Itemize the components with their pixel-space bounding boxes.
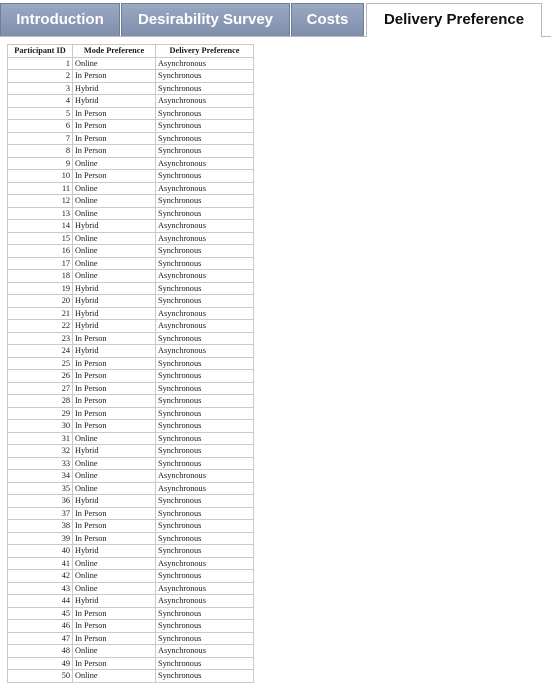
- table-row: [8, 470, 254, 483]
- cell-mode-preference[interactable]: Online: [73, 207, 156, 220]
- cell-delivery-preference[interactable]: Synchronous: [156, 195, 254, 208]
- cell-participant-id[interactable]: 14: [8, 220, 73, 233]
- cell-delivery-preference[interactable]: Synchronous: [156, 132, 254, 145]
- cell-delivery-preference[interactable]: Asynchronous: [156, 482, 254, 495]
- table-row: [8, 607, 254, 620]
- table-row: [8, 95, 254, 108]
- cell-participant-id[interactable]: 50: [8, 670, 73, 683]
- cell-mode-preference[interactable]: Online: [73, 582, 156, 595]
- cell-delivery-preference[interactable]: Synchronous: [156, 245, 254, 258]
- tab-costs[interactable]: Costs: [291, 3, 364, 36]
- cell-participant-id[interactable]: 1: [8, 57, 73, 70]
- cell-mode-preference[interactable]: In Person: [73, 520, 156, 533]
- cell-delivery-preference[interactable]: Asynchronous: [156, 470, 254, 483]
- cell-delivery-preference[interactable]: Synchronous: [156, 657, 254, 670]
- cell-participant-id[interactable]: 39: [8, 532, 73, 545]
- cell-delivery-preference[interactable]: Synchronous: [156, 532, 254, 545]
- cell-delivery-preference[interactable]: Asynchronous: [156, 57, 254, 70]
- cell-delivery-preference[interactable]: Synchronous: [156, 120, 254, 133]
- cell-mode-preference[interactable]: In Person: [73, 382, 156, 395]
- cell-delivery-preference[interactable]: Synchronous: [156, 507, 254, 520]
- cell-participant-id[interactable]: 8: [8, 145, 73, 158]
- table-row: [8, 407, 254, 420]
- cell-mode-preference[interactable]: Hybrid: [73, 282, 156, 295]
- cell-participant-id[interactable]: 25: [8, 357, 73, 370]
- table-row: [8, 582, 254, 595]
- cell-mode-preference[interactable]: In Person: [73, 357, 156, 370]
- cell-delivery-preference[interactable]: Asynchronous: [156, 220, 254, 233]
- cell-mode-preference[interactable]: Online: [73, 57, 156, 70]
- cell-mode-preference[interactable]: In Person: [73, 132, 156, 145]
- cell-mode-preference[interactable]: Hybrid: [73, 220, 156, 233]
- cell-mode-preference[interactable]: In Person: [73, 70, 156, 83]
- table-row: [8, 257, 254, 270]
- table-row: [8, 107, 254, 120]
- cell-delivery-preference[interactable]: Synchronous: [156, 432, 254, 445]
- table-row: [8, 645, 254, 658]
- cell-participant-id[interactable]: 6: [8, 120, 73, 133]
- cell-delivery-preference[interactable]: Synchronous: [156, 607, 254, 620]
- cell-participant-id[interactable]: 41: [8, 557, 73, 570]
- cell-delivery-preference[interactable]: Synchronous: [156, 107, 254, 120]
- cell-mode-preference[interactable]: Hybrid: [73, 595, 156, 608]
- table-row: [8, 495, 254, 508]
- cell-delivery-preference[interactable]: Asynchronous: [156, 182, 254, 195]
- table-row: [8, 295, 254, 308]
- cell-mode-preference[interactable]: Online: [73, 232, 156, 245]
- cell-participant-id[interactable]: 29: [8, 407, 73, 420]
- table-row: [8, 395, 254, 408]
- cell-delivery-preference[interactable]: Asynchronous: [156, 270, 254, 283]
- cell-participant-id[interactable]: 22: [8, 320, 73, 333]
- cell-delivery-preference[interactable]: Asynchronous: [156, 157, 254, 170]
- table-row: [8, 320, 254, 333]
- cell-mode-preference[interactable]: Online: [73, 557, 156, 570]
- cell-mode-preference[interactable]: Hybrid: [73, 445, 156, 458]
- cell-delivery-preference[interactable]: Synchronous: [156, 170, 254, 183]
- cell-participant-id[interactable]: 30: [8, 420, 73, 433]
- table-row: [8, 532, 254, 545]
- cell-participant-id[interactable]: 28: [8, 395, 73, 408]
- cell-participant-id[interactable]: 17: [8, 257, 73, 270]
- table-row: [8, 482, 254, 495]
- cell-delivery-preference[interactable]: Synchronous: [156, 520, 254, 533]
- cell-mode-preference[interactable]: In Person: [73, 532, 156, 545]
- cell-mode-preference[interactable]: In Person: [73, 507, 156, 520]
- cell-mode-preference[interactable]: In Person: [73, 120, 156, 133]
- cell-delivery-preference[interactable]: Synchronous: [156, 332, 254, 345]
- table-row: [8, 82, 254, 95]
- cell-participant-id[interactable]: 3: [8, 82, 73, 95]
- table-row: [8, 332, 254, 345]
- cell-participant-id[interactable]: 24: [8, 345, 73, 358]
- cell-participant-id[interactable]: 23: [8, 332, 73, 345]
- delivery-preference-table: [7, 44, 254, 683]
- cell-participant-id[interactable]: 42: [8, 570, 73, 583]
- cell-participant-id[interactable]: 49: [8, 657, 73, 670]
- table-row: [8, 520, 254, 533]
- cell-mode-preference[interactable]: Hybrid: [73, 307, 156, 320]
- cell-delivery-preference[interactable]: Synchronous: [156, 70, 254, 83]
- cell-mode-preference[interactable]: In Person: [73, 332, 156, 345]
- cell-mode-preference[interactable]: In Person: [73, 607, 156, 620]
- cell-mode-preference[interactable]: Online: [73, 645, 156, 658]
- table-row: [8, 420, 254, 433]
- table-row: [8, 557, 254, 570]
- table-row: [8, 457, 254, 470]
- cell-participant-id[interactable]: 47: [8, 632, 73, 645]
- cell-mode-preference[interactable]: Online: [73, 570, 156, 583]
- cell-mode-preference[interactable]: Online: [73, 670, 156, 683]
- cell-mode-preference[interactable]: Online: [73, 245, 156, 258]
- cell-mode-preference[interactable]: Online: [73, 195, 156, 208]
- cell-mode-preference[interactable]: Online: [73, 482, 156, 495]
- table-row: [8, 432, 254, 445]
- cell-mode-preference[interactable]: Online: [73, 157, 156, 170]
- cell-participant-id[interactable]: 9: [8, 157, 73, 170]
- cell-participant-id[interactable]: 26: [8, 370, 73, 383]
- cell-mode-preference[interactable]: Online: [73, 182, 156, 195]
- cell-delivery-preference[interactable]: Synchronous: [156, 207, 254, 220]
- table-row: [8, 570, 254, 583]
- table-row: [8, 170, 254, 183]
- table-row: [8, 632, 254, 645]
- cell-participant-id[interactable]: 15: [8, 232, 73, 245]
- cell-participant-id[interactable]: 11: [8, 182, 73, 195]
- cell-mode-preference[interactable]: Hybrid: [73, 95, 156, 108]
- cell-participant-id[interactable]: 33: [8, 457, 73, 470]
- cell-participant-id[interactable]: 20: [8, 295, 73, 308]
- cell-mode-preference[interactable]: In Person: [73, 632, 156, 645]
- cell-participant-id[interactable]: 10: [8, 170, 73, 183]
- table-row: [8, 345, 254, 358]
- cell-participant-id[interactable]: 19: [8, 282, 73, 295]
- cell-delivery-preference[interactable]: Asynchronous: [156, 645, 254, 658]
- cell-delivery-preference[interactable]: Synchronous: [156, 82, 254, 95]
- cell-mode-preference[interactable]: Hybrid: [73, 345, 156, 358]
- table-row: [8, 182, 254, 195]
- table-row: [8, 382, 254, 395]
- table-row: [8, 670, 254, 683]
- cell-mode-preference[interactable]: Online: [73, 470, 156, 483]
- cell-mode-preference[interactable]: In Person: [73, 395, 156, 408]
- cell-delivery-preference[interactable]: Asynchronous: [156, 232, 254, 245]
- cell-mode-preference[interactable]: Hybrid: [73, 295, 156, 308]
- cell-delivery-preference[interactable]: Asynchronous: [156, 582, 254, 595]
- cell-participant-id[interactable]: 4: [8, 95, 73, 108]
- table-row: [8, 232, 254, 245]
- cell-delivery-preference[interactable]: Synchronous: [156, 295, 254, 308]
- cell-delivery-preference[interactable]: Asynchronous: [156, 595, 254, 608]
- cell-participant-id[interactable]: 46: [8, 620, 73, 633]
- cell-mode-preference[interactable]: In Person: [73, 370, 156, 383]
- cell-mode-preference[interactable]: In Person: [73, 407, 156, 420]
- cell-mode-preference[interactable]: Online: [73, 432, 156, 445]
- cell-delivery-preference[interactable]: Synchronous: [156, 395, 254, 408]
- cell-delivery-preference[interactable]: Asynchronous: [156, 320, 254, 333]
- table-row: [8, 57, 254, 70]
- cell-delivery-preference[interactable]: Synchronous: [156, 457, 254, 470]
- cell-mode-preference[interactable]: Online: [73, 457, 156, 470]
- cell-delivery-preference[interactable]: Synchronous: [156, 145, 254, 158]
- table-row: [8, 445, 254, 458]
- cell-participant-id[interactable]: 45: [8, 607, 73, 620]
- table-row: [8, 370, 254, 383]
- cell-participant-id[interactable]: 36: [8, 495, 73, 508]
- cell-delivery-preference[interactable]: Synchronous: [156, 570, 254, 583]
- cell-participant-id[interactable]: 37: [8, 507, 73, 520]
- table-row: [8, 595, 254, 608]
- cell-mode-preference[interactable]: In Person: [73, 145, 156, 158]
- cell-participant-id[interactable]: 32: [8, 445, 73, 458]
- tab-introduction[interactable]: Introduction: [0, 3, 120, 36]
- table-row: [8, 507, 254, 520]
- cell-delivery-preference[interactable]: Synchronous: [156, 445, 254, 458]
- table-row: [8, 270, 254, 283]
- cell-participant-id[interactable]: 38: [8, 520, 73, 533]
- table-row: [8, 245, 254, 258]
- cell-participant-id[interactable]: 13: [8, 207, 73, 220]
- table-row: [8, 70, 254, 83]
- cell-participant-id[interactable]: 44: [8, 595, 73, 608]
- cell-participant-id[interactable]: 31: [8, 432, 73, 445]
- cell-mode-preference[interactable]: Online: [73, 257, 156, 270]
- cell-delivery-preference[interactable]: Synchronous: [156, 670, 254, 683]
- cell-delivery-preference[interactable]: Asynchronous: [156, 307, 254, 320]
- table-row: [8, 157, 254, 170]
- cell-participant-id[interactable]: 43: [8, 582, 73, 595]
- table-row: [8, 545, 254, 558]
- cell-delivery-preference[interactable]: Synchronous: [156, 620, 254, 633]
- cell-participant-id[interactable]: 5: [8, 107, 73, 120]
- tab-desirability-survey[interactable]: Desirability Survey: [121, 3, 290, 36]
- cell-delivery-preference[interactable]: Synchronous: [156, 357, 254, 370]
- table-header-row: [8, 45, 254, 58]
- cell-delivery-preference[interactable]: Synchronous: [156, 370, 254, 383]
- cell-mode-preference[interactable]: In Person: [73, 107, 156, 120]
- cell-mode-preference[interactable]: In Person: [73, 170, 156, 183]
- table-row: [8, 120, 254, 133]
- cell-mode-preference[interactable]: In Person: [73, 420, 156, 433]
- cell-delivery-preference[interactable]: Synchronous: [156, 545, 254, 558]
- cell-mode-preference[interactable]: Hybrid: [73, 320, 156, 333]
- cell-participant-id[interactable]: 40: [8, 545, 73, 558]
- sheet-tab-bar: [0, 0, 551, 37]
- cell-participant-id[interactable]: 48: [8, 645, 73, 658]
- cell-delivery-preference[interactable]: Synchronous: [156, 632, 254, 645]
- header-delivery-preference: Delivery Preference: [156, 45, 254, 58]
- cell-participant-id[interactable]: 2: [8, 70, 73, 83]
- cell-delivery-preference[interactable]: Synchronous: [156, 257, 254, 270]
- cell-delivery-preference[interactable]: Asynchronous: [156, 557, 254, 570]
- table-row: [8, 145, 254, 158]
- cell-delivery-preference[interactable]: Synchronous: [156, 282, 254, 295]
- table-row: [8, 132, 254, 145]
- cell-delivery-preference[interactable]: Synchronous: [156, 495, 254, 508]
- cell-delivery-preference[interactable]: Synchronous: [156, 420, 254, 433]
- cell-participant-id[interactable]: 16: [8, 245, 73, 258]
- table-row: [8, 207, 254, 220]
- cell-participant-id[interactable]: 7: [8, 132, 73, 145]
- cell-delivery-preference[interactable]: Synchronous: [156, 407, 254, 420]
- tab-delivery-preference[interactable]: Delivery Preference: [366, 3, 542, 37]
- cell-delivery-preference[interactable]: Asynchronous: [156, 95, 254, 108]
- table-row: [8, 195, 254, 208]
- header-participant-id: Participant ID: [8, 45, 73, 58]
- cell-delivery-preference[interactable]: Asynchronous: [156, 345, 254, 358]
- cell-mode-preference[interactable]: In Person: [73, 620, 156, 633]
- table-row: [8, 282, 254, 295]
- cell-mode-preference[interactable]: Hybrid: [73, 545, 156, 558]
- delivery-preference-table-container: [7, 44, 254, 683]
- cell-mode-preference[interactable]: Online: [73, 270, 156, 283]
- table-row: [8, 657, 254, 670]
- table-row: [8, 357, 254, 370]
- cell-participant-id[interactable]: 21: [8, 307, 73, 320]
- cell-participant-id[interactable]: 27: [8, 382, 73, 395]
- cell-mode-preference[interactable]: In Person: [73, 657, 156, 670]
- cell-participant-id[interactable]: 34: [8, 470, 73, 483]
- table-row: [8, 307, 254, 320]
- cell-participant-id[interactable]: 18: [8, 270, 73, 283]
- cell-mode-preference[interactable]: Hybrid: [73, 495, 156, 508]
- table-row: [8, 620, 254, 633]
- cell-delivery-preference[interactable]: Synchronous: [156, 382, 254, 395]
- table-row: [8, 220, 254, 233]
- cell-mode-preference[interactable]: Hybrid: [73, 82, 156, 95]
- cell-participant-id[interactable]: 12: [8, 195, 73, 208]
- header-mode-preference: Mode Preference: [73, 45, 156, 58]
- cell-participant-id[interactable]: 35: [8, 482, 73, 495]
